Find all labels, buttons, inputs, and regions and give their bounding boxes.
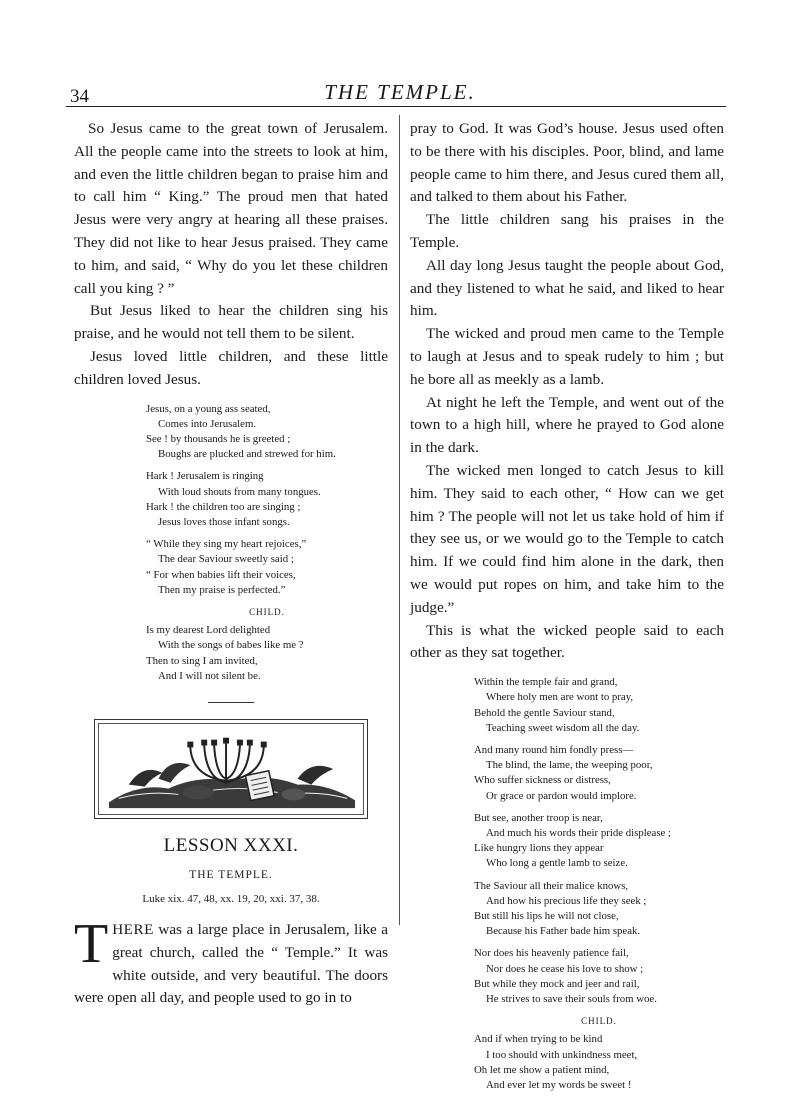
paragraph: Jesus loved little children, and these little children loved Jesus. bbox=[74, 347, 388, 388]
verse-line: Boughs are plucked and strewed for him. bbox=[158, 448, 336, 461]
lesson-title: LESSON XXXI. bbox=[163, 835, 299, 857]
stanza bbox=[474, 811, 724, 872]
paragraph: This is what the wicked people said to each other as they sat together. bbox=[410, 621, 724, 662]
page-header bbox=[0, 80, 800, 106]
stanza bbox=[474, 675, 724, 736]
verse-line: Jesus loves those infant songs. bbox=[158, 515, 290, 528]
illustration-frame bbox=[98, 723, 364, 815]
verse-line: And if when trying to be kind bbox=[474, 1033, 603, 1046]
verse-line: Hark ! Jerusalem is ringing bbox=[146, 470, 264, 483]
verse-line: Nor does he cease his love to show ; bbox=[486, 962, 644, 975]
paragraph: But Jesus liked to hear the children sing his praise, and he would not tell them to be silent. bbox=[74, 302, 388, 343]
drop-cap: T bbox=[74, 913, 109, 976]
right-column bbox=[410, 118, 724, 1103]
paragraph: pray to God. It was God’s house. Jesus used often to be there with his disciples. Poor, blind, and lame people came to him there, and Jesus cured them all, and talked to them about his Father. bbox=[410, 120, 724, 206]
paragraph: The wicked and proud men came to the Temple to laugh at Jesus and to speak rudely to him ; but he bore all as meekly as a lamb. bbox=[410, 325, 724, 388]
verse-line: And how his precious life they seek ; bbox=[486, 894, 647, 907]
verse-line: Like hungry lions they appear bbox=[474, 842, 604, 855]
verse-line: Where holy men are wont to pray, bbox=[486, 691, 634, 704]
menorah-icon bbox=[99, 724, 363, 814]
hymn bbox=[410, 675, 724, 1093]
verse-line: “ For when babies lift their voices, bbox=[146, 568, 296, 581]
stanza bbox=[146, 537, 388, 598]
stanza bbox=[146, 469, 388, 530]
paragraph: So Jesus came to the great town of Jerusalem. All the people came into the streets to look at him, and even the little children began to praise him and to call him “ King.” The proud men that hated Jesus were very angry at hearing all these praises. They did not like to hear Jesus praised. They came to him, and said, “ Why do you let these children call you king ? ” bbox=[74, 120, 388, 297]
stanza bbox=[146, 402, 388, 463]
verse-line: I too should with unkindness meet, bbox=[486, 1048, 638, 1061]
running-head: THE TEMPLE. bbox=[324, 80, 476, 104]
verse-line: The Saviour all their malice knows, bbox=[474, 879, 629, 892]
paragraph: All day long Jesus taught the people about God, and they listened to what he said, and liked to hear him. bbox=[410, 256, 724, 320]
scripture-reference: Luke xix. 47, 48, xx. 19, 20, xxi. 37, 38. bbox=[142, 893, 320, 906]
verse-line: And I will not silent be. bbox=[158, 669, 261, 682]
verse-line: The blind, the lame, the weeping poor, bbox=[486, 759, 653, 772]
verse-line: Who suffer sickness or distress, bbox=[474, 774, 611, 787]
verse-line: The dear Saviour sweetly said ; bbox=[158, 553, 294, 566]
verse-line: He strives to save their souls from woe. bbox=[486, 992, 657, 1005]
left-column bbox=[74, 118, 388, 1010]
verse-line: Oh let me show a patient mind, bbox=[474, 1063, 610, 1076]
paragraph-text: was a large place in Jerusalem, like a great church, called the “ Temple.” It was white outside, and very beautiful. The doors were open all day, and people used to go in to bbox=[74, 921, 388, 1007]
verse-line: Or grace or pardon would implore. bbox=[486, 789, 637, 802]
section-rule bbox=[208, 702, 254, 703]
header-rule bbox=[66, 106, 726, 107]
verse-line: Who long a gentle lamb to seize. bbox=[486, 857, 628, 870]
verse-line: Is my dearest Lord delighted bbox=[146, 624, 271, 637]
child-label: CHILD. bbox=[581, 1016, 617, 1027]
verse-line: But while they mock and jeer and rail, bbox=[474, 977, 640, 990]
lesson-subtitle: THE TEMPLE. bbox=[189, 869, 273, 882]
paragraph: The wicked men longed to catch Jesus to kill him. They said to each other, “ How can we get him ? The people will not let us take hold of him if they see us, or we would go to the Temple to catch him. If we could find him alone in the dark, then we would put ropes on him, and take him to the judge.” bbox=[410, 461, 724, 616]
verse-line: Nor does his heavenly patience fail, bbox=[474, 947, 629, 960]
hymn bbox=[74, 402, 388, 684]
verse-line: Then to sing I am invited, bbox=[146, 654, 258, 667]
lesson-opening-paragraph bbox=[74, 913, 388, 1010]
stanza bbox=[474, 879, 724, 940]
stanza bbox=[474, 743, 724, 804]
verse-line: And ever let my words be sweet ! bbox=[486, 1079, 632, 1091]
verse-line: And many round him fondly press— bbox=[474, 743, 634, 756]
verse-line: With loud shouts from many tongues. bbox=[158, 485, 321, 498]
menorah-illustration bbox=[94, 719, 368, 819]
verse-line: Then my praise is perfected.” bbox=[158, 583, 286, 596]
small-caps-lead: HERE bbox=[112, 921, 154, 939]
child-label: CHILD. bbox=[249, 607, 285, 617]
verse-line: Behold the gentle Saviour stand, bbox=[474, 706, 615, 719]
verse-line: Hark ! the children too are singing ; bbox=[146, 500, 301, 513]
verse-line: Comes into Jerusalem. bbox=[158, 417, 257, 430]
paragraph: The little children sang his praises in the Temple. bbox=[410, 211, 724, 251]
stanza bbox=[474, 946, 724, 1007]
verse-line: Teaching sweet wisdom all the day. bbox=[486, 721, 640, 734]
verse-line: See ! by thousands he is greeted ; bbox=[146, 432, 291, 445]
verse-line: With the songs of babes like me ? bbox=[158, 639, 304, 652]
page-number: 34 bbox=[70, 86, 89, 107]
verse-line: Within the temple fair and grand, bbox=[474, 676, 618, 689]
verse-line: But still his lips he will not close, bbox=[474, 909, 619, 922]
verse-line: Jesus, on a young ass seated, bbox=[146, 402, 271, 415]
child-stanza bbox=[146, 623, 388, 684]
verse-line: And much his words their pride displease ; bbox=[486, 826, 672, 839]
verse-line: “ While they sing my heart rejoices,” bbox=[146, 538, 307, 551]
paragraph: At night he left the Temple, and went out of the town to a high hill, where he prayed to God alone in the dark. bbox=[410, 393, 724, 457]
verse-line: But see, another troop is near, bbox=[474, 811, 603, 824]
verse-line: Because his Father bade him speak. bbox=[486, 925, 641, 938]
column-divider bbox=[399, 115, 400, 925]
child-stanza bbox=[474, 1032, 724, 1093]
